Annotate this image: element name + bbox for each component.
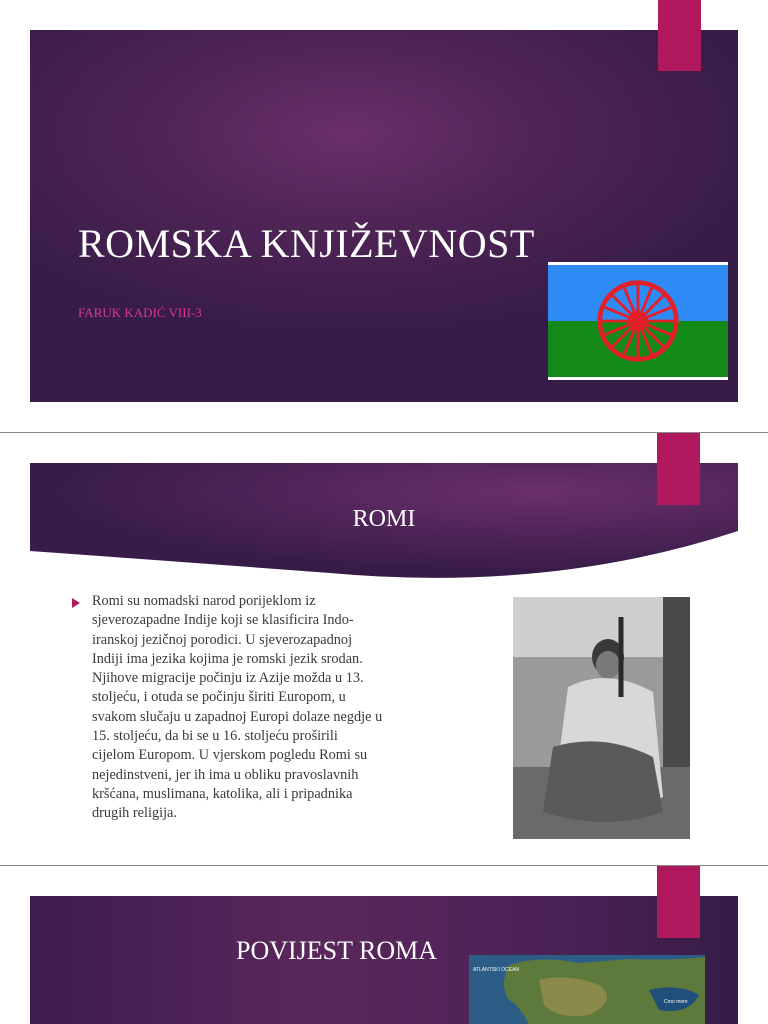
accent-tab xyxy=(658,0,701,71)
slide-title-author: FARUK KADIĆ VIII-3 xyxy=(78,305,202,320)
povijest-heading: POVIJEST ROMA xyxy=(236,936,438,965)
chakra-wheel-icon xyxy=(595,276,681,366)
romi-heading: ROMI xyxy=(352,506,416,532)
accent-tab xyxy=(657,433,700,505)
map-label-black-sea: Crno more xyxy=(664,999,688,1005)
map-label-atlantic: ATLANTSKI OCEAN xyxy=(473,967,520,973)
slide-title xyxy=(0,0,768,430)
slide-povijest xyxy=(0,866,768,1024)
slide-title-heading: ROMSKA KNJIŽEVNOST xyxy=(78,221,535,266)
bullet-arrow-icon xyxy=(72,598,80,608)
romani-woman-photo xyxy=(513,597,690,839)
romani-flag-image xyxy=(548,262,728,380)
slide-romi xyxy=(0,433,768,866)
romi-body-text: Romi su nomadski narod porijeklom iz sjeverozapadne Indije koji se klasificira Indo-iranskoj jezičnoj porodici. U sjeverozapadnoj Indiji ima jezika kojima je romski jezik srodan. Njihove migracije počinju iz Azije možda u 13. stoljeću, i otuda se počinju širiti Europom, u svakom slučaju u zapadnoj Europi dolaze negdje u 15. stoljeću, da bi se u 16. stoljeću proširili cijelom Europom. U vjerskom pogledu Romi su nejedinstveni, jer ih ima u obliku pravoslavnih kršćana, muslimana, katolika, ali i pripadnika drugih religija. xyxy=(92,593,383,822)
europe-map-image xyxy=(469,955,705,1024)
accent-tab xyxy=(657,866,700,938)
